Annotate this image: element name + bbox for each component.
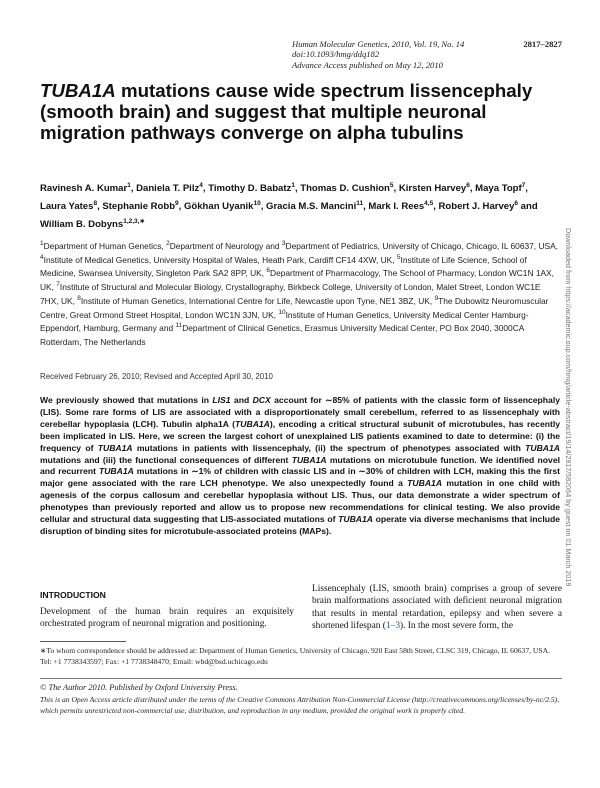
affiliation-text: Department of Clinical Genetics, Erasmus University Medical Center, PO Box 2040, 3000CA Rotterdam, The Netherlands <box>40 323 524 347</box>
author <box>368 201 433 212</box>
correspondence-footnote: ∗To whom correspondence should be addressed at: Department of Human Genetics, University of Chicago, 920 East 58th Street, CLSC 319, Chicago, IL 60637, USA. Tel: +1 7738343597; Fax: +1 7738348470; Email: wbd@bsd.uchicago.edu <box>40 646 551 666</box>
author-affiliation-marker: 1 <box>127 181 131 189</box>
affiliation-text: The Dubowitz Neuromuscular Centre, Great Ormond Street Hospital, London WC1N 3JN, UK, <box>40 295 549 320</box>
author-affiliation-marker: 10 <box>253 200 261 208</box>
gene-name: TUBA1A <box>98 466 134 477</box>
author-name: Maya Topf <box>475 183 522 194</box>
author-name: Robert J. Harvey <box>438 201 515 213</box>
author <box>208 183 295 194</box>
abstract-text: mutations and (iii) the functional consequences of different <box>40 454 292 465</box>
affiliation-text: Department of Pharmacology, The School of Pharmacy, London WC1N 1AX, UK, <box>40 268 554 293</box>
title-rest: mutations cause wide spectrum lissencephaly (smooth brain) and suggest that multiple neuronal migration pathways converge on alpha tubulins <box>40 80 533 143</box>
author-affiliation-marker: 4,5 <box>424 200 434 208</box>
affiliation-text: Institute of Human Genetics, International Centre for Life, Newcastle upon Tyne, NE1 3BZ, UK, <box>80 295 435 306</box>
author <box>399 183 470 194</box>
gene-name: TUBA1A <box>291 454 327 465</box>
affiliation-marker: 1 <box>40 240 44 248</box>
gene-name: TUBA1A <box>407 478 443 489</box>
affiliations <box>40 240 560 350</box>
author <box>40 183 131 194</box>
author-affiliation-marker: 1 <box>291 181 295 189</box>
affiliation-text: Department of Pediatrics, University of Chicago, Chicago, IL 60637, USA, <box>285 241 558 251</box>
author <box>40 219 145 230</box>
affiliation-marker: 4 <box>40 253 44 261</box>
journal-header <box>292 39 562 70</box>
license-divider <box>40 678 562 679</box>
affiliation-text: Institute of Structural and Molecular Biology, Crystallography, Birkbeck College, University of London, Malet Street, London WC1E 7HX, UK, <box>40 282 541 306</box>
author <box>40 201 97 212</box>
abstract-text: account for ∼85% of patients with the classic form of lissencephaly (LIS). Some rare forms of LIS are associated with a disproportionately small cerebellum, referred to as lissencephaly with cerebellar hypoplasia (LCH). Tubulin alpha1A ( <box>40 395 560 429</box>
affiliation-marker: 3 <box>281 240 286 248</box>
abstract <box>40 395 560 538</box>
gene-name: LIS1 <box>212 395 231 405</box>
affiliation-marker: 6 <box>266 267 271 275</box>
author-name: Gracia M.S. Mancini <box>266 201 357 213</box>
affiliation-text: Institute of Human Genetics, University Medical Center Hamburg-Eppendorf, Hamburg, Germany and <box>40 309 529 334</box>
affiliation-marker: 9 <box>434 295 439 303</box>
author <box>184 201 261 212</box>
abstract-text: We previously showed that mutations in <box>40 395 213 405</box>
abstract-text: mutations in patients with lissencephaly, (ii) the spectrum of phenotypes associated with <box>132 442 526 453</box>
download-watermark: Downloaded from https://academic.oup.com/hmg/article-abstract/19/14/2817/582064 by guest on 01 March 2019 <box>564 228 573 587</box>
journal-citation: Human Molecular Genetics, 2010, Vol. 19, No. 14 <box>292 39 465 49</box>
author <box>102 201 178 212</box>
author-affiliation-marker: 6 <box>466 181 470 189</box>
affiliation-marker: 7 <box>56 281 60 289</box>
author-name: Kirsten Harvey <box>398 183 467 194</box>
author <box>136 183 203 194</box>
gene-name: TUBA1A <box>235 418 270 429</box>
author-list: Ravinesh A. Kumar$^1$, Daniela T. Pilz$^4$, Timothy D. Babatz$^1$, Thomas D. Cushion$^5$, Kirsten Harvey$^6$, Maya Topf$^7$, Laura Yates$^8$, Stephanie Robb$^9$, Gökhan Uyanik$^{10}$, Gracia M.S. Mancini$^{11}$, Mark I. Rees$^{4,5}$, Robert J. Harvey$^6$ and William B. Dobyns$^{1,2,3,∗}$ <box>40 181 538 231</box>
author-affiliation-marker: 4 <box>199 181 203 189</box>
author-name: Laura Yates <box>40 201 94 213</box>
title-gene: TUBA1A <box>40 80 116 101</box>
gene-name: TUBA1A <box>97 442 133 453</box>
abstract-text: and <box>230 395 253 405</box>
license-block <box>40 683 562 716</box>
page-range: 2817–2827 <box>523 39 562 49</box>
intro-text-left-column: Development of the human brain requires an exquisitely orchestrated program of neuronal migration and positioning. <box>40 607 294 630</box>
intro-text-part: ). In the most severe form, the <box>400 620 513 631</box>
affiliation-text: Department of Neurology and <box>169 241 282 251</box>
affiliation-marker: 8 <box>77 295 81 303</box>
intro-text-part: Lissencephaly (LIS, smooth brain) comprises a group of severe brain malformations associated with deficient neuronal migration that results in mental retardation, epilepsy and when severe a shortened lifespan ( <box>312 584 562 631</box>
author-affiliation-marker: 9 <box>175 200 179 208</box>
author-affiliation-marker: 8 <box>93 200 98 208</box>
author-name: Gökhan Uyanik <box>183 201 254 213</box>
author <box>266 201 363 212</box>
abstract-text: mutation in one child with agenesis of the corpus callosum and cerebellar hypoplasia without LIS. Thus, our data demonstrate a wider spectrum of phenotypes than previously reported and allow us to propose new recommendations for clinical testing. We also provide cellular and structural data suggesting that LIS-associated mutations of <box>40 478 560 525</box>
received-dates: Received February 26, 2010; Revised and Accepted April 30, 2010 <box>40 372 273 381</box>
license-terms: This is an Open Access article distributed under the terms of the Creative Commons Attribution Non-Commercial License (http://creativecommons.org/licenses/by-nc/2.5), which permits unrestricted non-commercial use, distribution, and reproduction in any medium, provided the original work is properly cited. <box>40 695 560 715</box>
author-name: Stephanie Robb <box>102 201 176 213</box>
author-name: Thomas D. Cushion <box>300 183 390 194</box>
reference-link[interactable]: 1–3 <box>385 620 400 631</box>
author-affiliation-marker: 6 <box>514 200 519 208</box>
author-name: Timothy D. Babatz <box>208 183 292 194</box>
copyright-line: © The Author 2010. Published by Oxford University Press. <box>40 683 238 692</box>
intro-text-right-column <box>312 583 562 632</box>
section-heading-introduction: INTRODUCTION <box>40 590 106 600</box>
abstract-text: operate via diverse mechanisms that include disruption of binding sites for microtubule-associated proteins (MAPs). <box>40 514 560 536</box>
affiliation-marker: 10 <box>278 308 286 316</box>
affiliation-marker: 11 <box>175 322 183 330</box>
affiliation-text: Institute of Medical Genetics, University Hospital of Wales, Heath Park, Cardiff CF14 4XW, UK, <box>43 254 397 265</box>
author-name: Daniela T. Pilz <box>136 183 200 194</box>
doi[interactable]: doi:10.1093/hmg/ddq182 <box>292 49 380 60</box>
article-title <box>40 80 560 143</box>
abstract-text: ), encoding a critical structural subunit of microtubules, has recently been implicated in LIS. Here, we screen the largest cohort of unexplained LIS patients examined to date to determine: (i) the frequency of <box>40 418 561 453</box>
affiliation-marker: 5 <box>396 253 401 261</box>
abstract-text: mutations on microtubule function. We identified novel and recurrent <box>40 454 560 477</box>
affiliation-text: Institute of Life Science, School of Medicine, Swansea University, Singleton Park SA2 8PP, UK, <box>40 254 527 279</box>
advance-access-date: Advance Access published on May 12, 2010 <box>292 59 443 70</box>
footnote-divider <box>40 641 126 642</box>
author-affiliation-marker: 5 <box>389 181 394 189</box>
author-name: Ravinesh A. Kumar <box>40 183 128 194</box>
author-name: William B. Dobyns <box>40 219 124 231</box>
gene-name: TUBA1A <box>525 442 560 453</box>
gene-name: DCX <box>252 395 271 405</box>
affiliation-marker: 2 <box>166 240 170 248</box>
gene-name: TUBA1A <box>338 514 373 525</box>
author <box>300 183 393 194</box>
author-name: Mark I. Rees <box>368 201 425 213</box>
affiliation-text: Department of Human Genetics, <box>43 241 167 251</box>
author-affiliation-marker: 11 <box>356 200 364 208</box>
author <box>475 183 525 194</box>
author-affiliation-marker: 1,2,3,∗ <box>123 218 145 226</box>
author <box>439 201 519 212</box>
abstract-text: mutations in ∼1% of children with classic LIS and in ∼30% of children with LCH, making this the first major gene associated with the rare LCH phenotype. We also unexpectedly found a <box>40 466 560 489</box>
author-affiliation-marker: 7 <box>521 181 526 189</box>
